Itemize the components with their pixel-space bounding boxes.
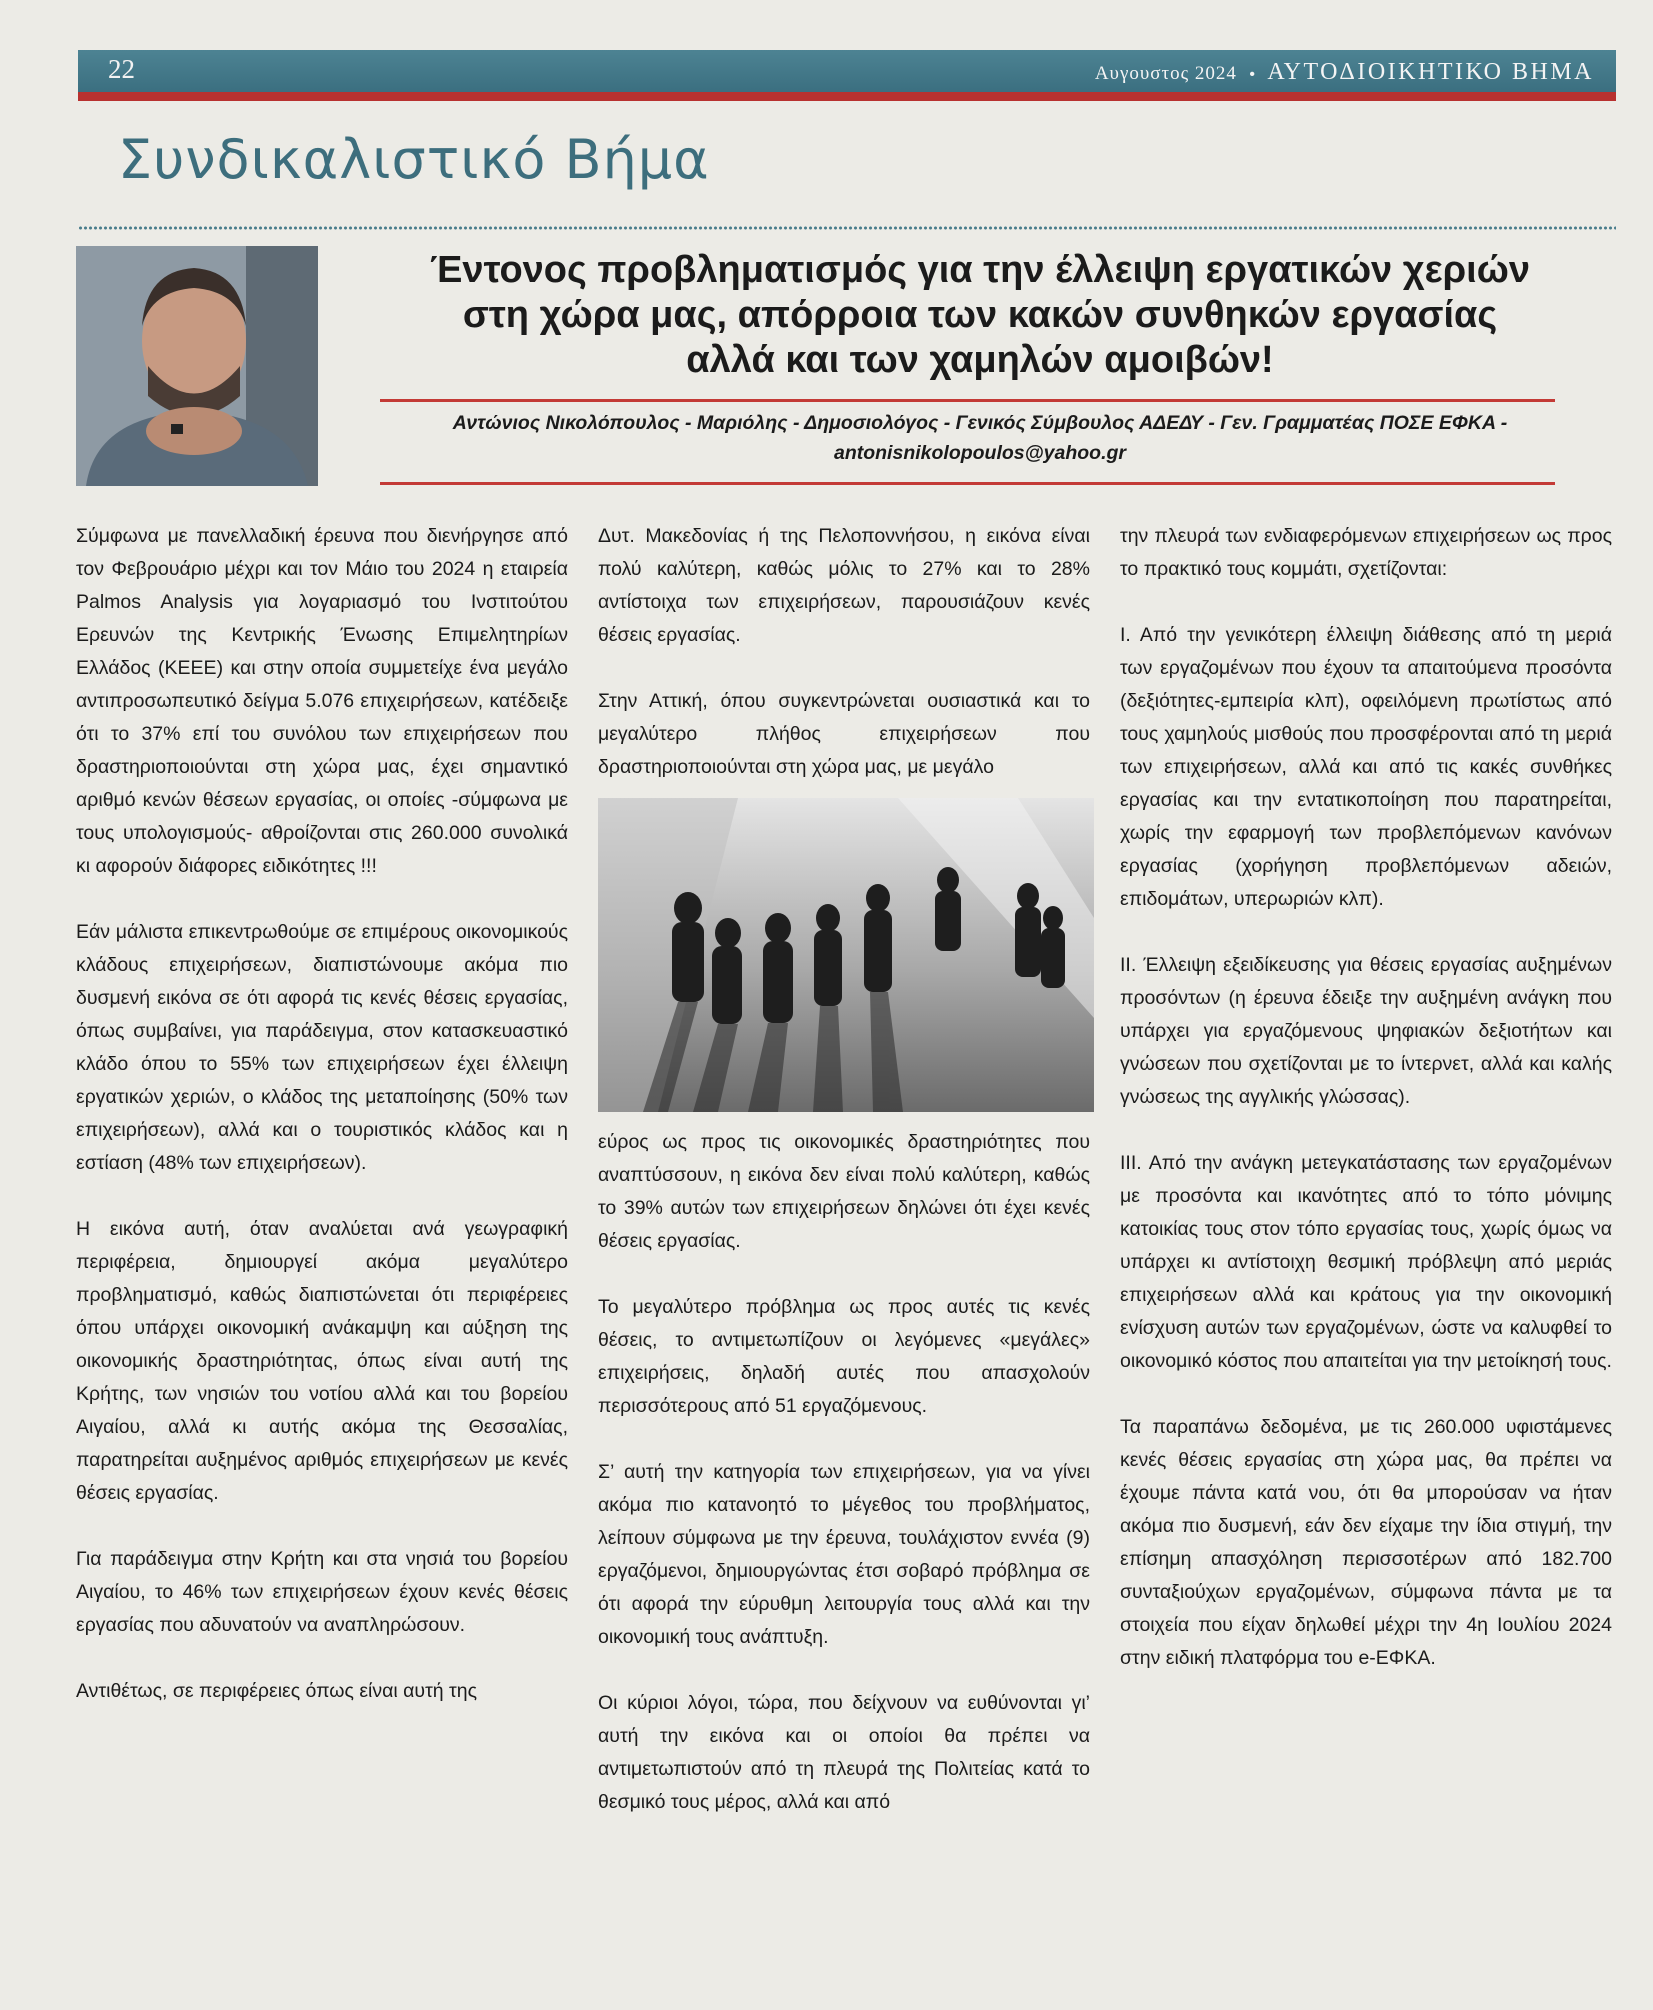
paragraph: Στην Αττική, όπου συγκεντρώνεται ουσιαστικά και το μεγαλύτερο πλήθος επιχειρήσεων που δραστηριοποιούνται στη χώρα μας, με μεγάλο [598,690,1090,778]
paragraph: ΙΙ. Έλλειψη εξειδίκευσης για θέσεις εργασίας αυξημένων προσόντων (η έρευνα έδειξε την αυξημένη ανάγκη που υπάρχει για εργαζόμενους ψηφιακών δεξιοτήτων και γνώσεων που σχετίζονται με το ίντερνετ, αλλά και καλής γνώσεως της αγγλικής γλώσσας). [1120,954,1612,1108]
dotted-divider [78,224,1616,232]
paragraph: Το μεγαλύτερο πρόβλημα ως προς αυτές τις κενές θέσεις, το αντιμετωπίζουν οι λεγόμενες «μεγάλες» επιχειρήσεις, δηλαδή αυτές που απασχολούν περισσότερους από 51 εργαζόμενους. [598,1296,1090,1417]
publication-name: ΑΥΤΟΔΙΟΙΚΗΤΙΚΟ ΒΗΜΑ [1267,59,1594,85]
paragraph: Ι. Από την γενικότερη έλλειψη διάθεσης από τη μεριά των εργαζομένων που έχουν τα απαιτούμενα προσόντα (δεξιότητες-εμπειρία κλπ), οφειλόμενη πρωτίστως από τους χαμηλούς μισθούς που προσφέρονται από τη μεριά των επιχειρήσεων, αλλά και από τις κακές συνθήκες εργασίας και την εντατικοποίηση που παρατηρείται, χωρίς την εφαρμογή των προβλεπόμενων κανόνων εργασίας (χορήγηση προβλεπόμενων αδειών, επιδομάτων, υπερωριών κλπ). [1120,624,1612,910]
masthead [1095,59,1594,86]
masthead-separator: • [1249,66,1255,83]
paragraph: Εάν μάλιστα επικεντρωθούμε σε επιμέρους οικονομικούς κλάδους επιχειρήσεων, διαπιστώνουμε ακόμα πιο δυσμενή εικόνα σε ότι αφορά τις κενές θέσεις εργασίας, όπως συμβαίνει, για παράδειγμα, στον κατασκευαστικό κλάδο όπου το 55% των επιχειρήσεων έχει έλλειψη εργατικών χεριών, ο κλάδος της μεταποίησης (50% των επιχειρήσεων), αλλά και ο τουριστικός κλάδος και η εστίαση (48% των επιχειρήσεων). [76,921,568,1174]
paragraph: εύρος ως προς τις οικονομικές δραστηριότητες που αναπτύσσουν, η εικόνα δεν είναι πολύ καλύτερη, καθώς το 39% αυτών των επιχειρήσεων δηλώνει ότι έχει κενές θέσεις εργασίας. [598,1131,1090,1252]
section-title: Συνδικαλιστικό Βήμα [118,128,710,191]
page-header-bar [78,50,1616,101]
issue-date: Αυγουστος 2024 [1094,63,1237,84]
author-photo [76,246,318,486]
paragraph: Η εικόνα αυτή, όταν αναλύεται ανά γεωγραφική περιφέρεια, δημιουργεί ακόμα μεγαλύτερο προβληματισμό, καθώς διαπιστώνεται ότι περιφέρειες όπου υπάρχει οικονομική ανάκαμψη και αύξηση της οικονομικής δραστηριότητας, όπως είναι αυτή της Κρήτης, των νησιών του νοτίου αλλά και του βορείου Αιγαίου, αλλά κι αυτής ακόμα της Θεσσαλίας, παρατηρείται αυξημένος αριθμός επιχειρήσεων με κενές θέσεις εργασίας. [76,1218,568,1504]
paragraph: Σύμφωνα με πανελλαδική έρευνα που διενήργησε από τον Φεβρουάριο μέχρι και τον Μάιο του 2024 η εταιρεία Palmos Analysis για λογαριασμό του Ινστιτούτου Ερευνών της Κεντρικής Ένωσης Επιμελητηρίων Ελλάδος (ΚΕΕΕ) και στην οποία συμμετείχε ένα μεγάλο αντιπροσωπευτικό δείγμα 5.076 επιχειρήσεων, κατέδειξε ότι το 37% επί του συνόλου των επιχειρήσεων που δραστηριοποιούνται στη χώρα μας, έχει σημαντικό αριθμό κενών θέσεων εργασίας, οι οποίες -σύμφωνα με τους υπολογισμούς- αθροίζονται στις 260.000 συνολικά κι αφορούν διάφορες ειδικότητες !!! [76,525,568,877]
article-headline [345,248,1615,383]
paragraph: την πλευρά των ενδιαφερόμενων επιχειρήσεων ως προς το πρακτικό τους κομμάτι, σχετίζονται: [1120,525,1612,580]
page-number: 22 [108,54,135,84]
headline-line: αλλά και των χαμηλών αμοιβών! [686,339,1274,381]
article-column-2 [598,520,1090,1819]
article-byline [345,408,1615,468]
article-column-3 [1120,520,1612,1675]
byline-text: Αντώνιος Νικολόπουλος - Μαριόλης - Δημοσιολόγος - Γενικός Σύμβουλος ΑΔΕΔΥ - Γεν. Γραμματέας ΠΟΣΕ ΕΦΚΑ - [452,412,1508,434]
paragraph: Δυτ. Μακεδονίας ή της Πελοποννήσου, η εικόνα είναι πολύ καλύτερη, καθώς μόλις το 27% και το 28% αντίστοιχα των επιχειρήσεων, παρουσιάζουν κενές θέσεις εργασίας. [598,525,1090,646]
article-photo-silhouettes [598,798,1094,1112]
paragraph: Σ’ αυτή την κατηγορία των επιχειρήσεων, για να γίνει ακόμα πιο κατανοητό το μέγεθος του προβλήματος, λείπουν σύμφωνα με την έρευνα, τουλάχιστον εννέα (9) εργαζόμενοι, δημιουργώντας έτσι σοβαρό πρόβλημα σε ότι αφορά την εύρυθμη λειτουργία τους αλλά και την οικονομική τους ανάπτυξη. [598,1461,1090,1648]
article-column-1 [76,520,568,1708]
author-email: antonisnikolopoulos@yahoo.gr [833,442,1126,464]
paragraph: Αντιθέτως, σε περιφέρειες όπως είναι αυτή της [76,1680,477,1702]
headline-line: στη χώρα μας, απόρροια των κακών συνθηκών εργασίας [462,294,1498,336]
byline-bottom-rule [380,482,1555,485]
paragraph: ΙΙΙ. Από την ανάγκη μετεγκατάστασης των εργαζομένων με προσόντα και ικανότητες από το τόπο μόνιμης κατοικίας τους στον τόπο εργασίας τους, χωρίς όμως να υπάρχει κι αντίστοιχη θεσμική πρόβλεψη από μεριάς επιχειρήσεων αλλά και κράτους για την οικονομική ενίσχυση αυτών των εργαζομένων, ώστε να καλυφθεί το οικονομικό κόστος που απαιτείται για την μετοίκησή τους. [1120,1152,1612,1372]
byline-top-rule [380,399,1555,402]
paragraph: Τα παραπάνω δεδομένα, με τις 260.000 υφιστάμενες κενές θέσεις εργασίας στη χώρα μας, θα πρέπει να έχουμε πάντα κατά νου, ότι θα μπορούσαν να ήταν ακόμα πιο δυσμενή, εάν δεν είχαμε την ίδια στιγμή, την επίσημη απασχόληση περισσοτέρων από 182.700 συνταξιούχων εργαζομένων, σύμφωνα πάντα με τα στοιχεία που είχαν δηλωθεί μέχρι την 4η Ιουλίου 2024 στην ειδική πλατφόρμα του e-ΕΦΚΑ. [1120,1416,1612,1669]
headline-line: Έντονος προβληματισμός για την έλλειψη εργατικών χεριών [430,249,1530,291]
paragraph: Για παράδειγμα στην Κρήτη και στα νησιά του βορείου Αιγαίου, το 46% των επιχειρήσεων έχουν κενές θέσεις εργασίας που αδυνατούν να αναπληρώσουν. [76,1548,568,1636]
paragraph: Οι κύριοι λόγοι, τώρα, που δείχνουν να ευθύνονται γι’ αυτή την εικόνα και οι οποίοι θα πρέπει να αντιμετωπιστούν από τη πλευρά της Πολιτείας κατά το θεσμικό τους μέρος, αλλά και από [598,1692,1090,1813]
